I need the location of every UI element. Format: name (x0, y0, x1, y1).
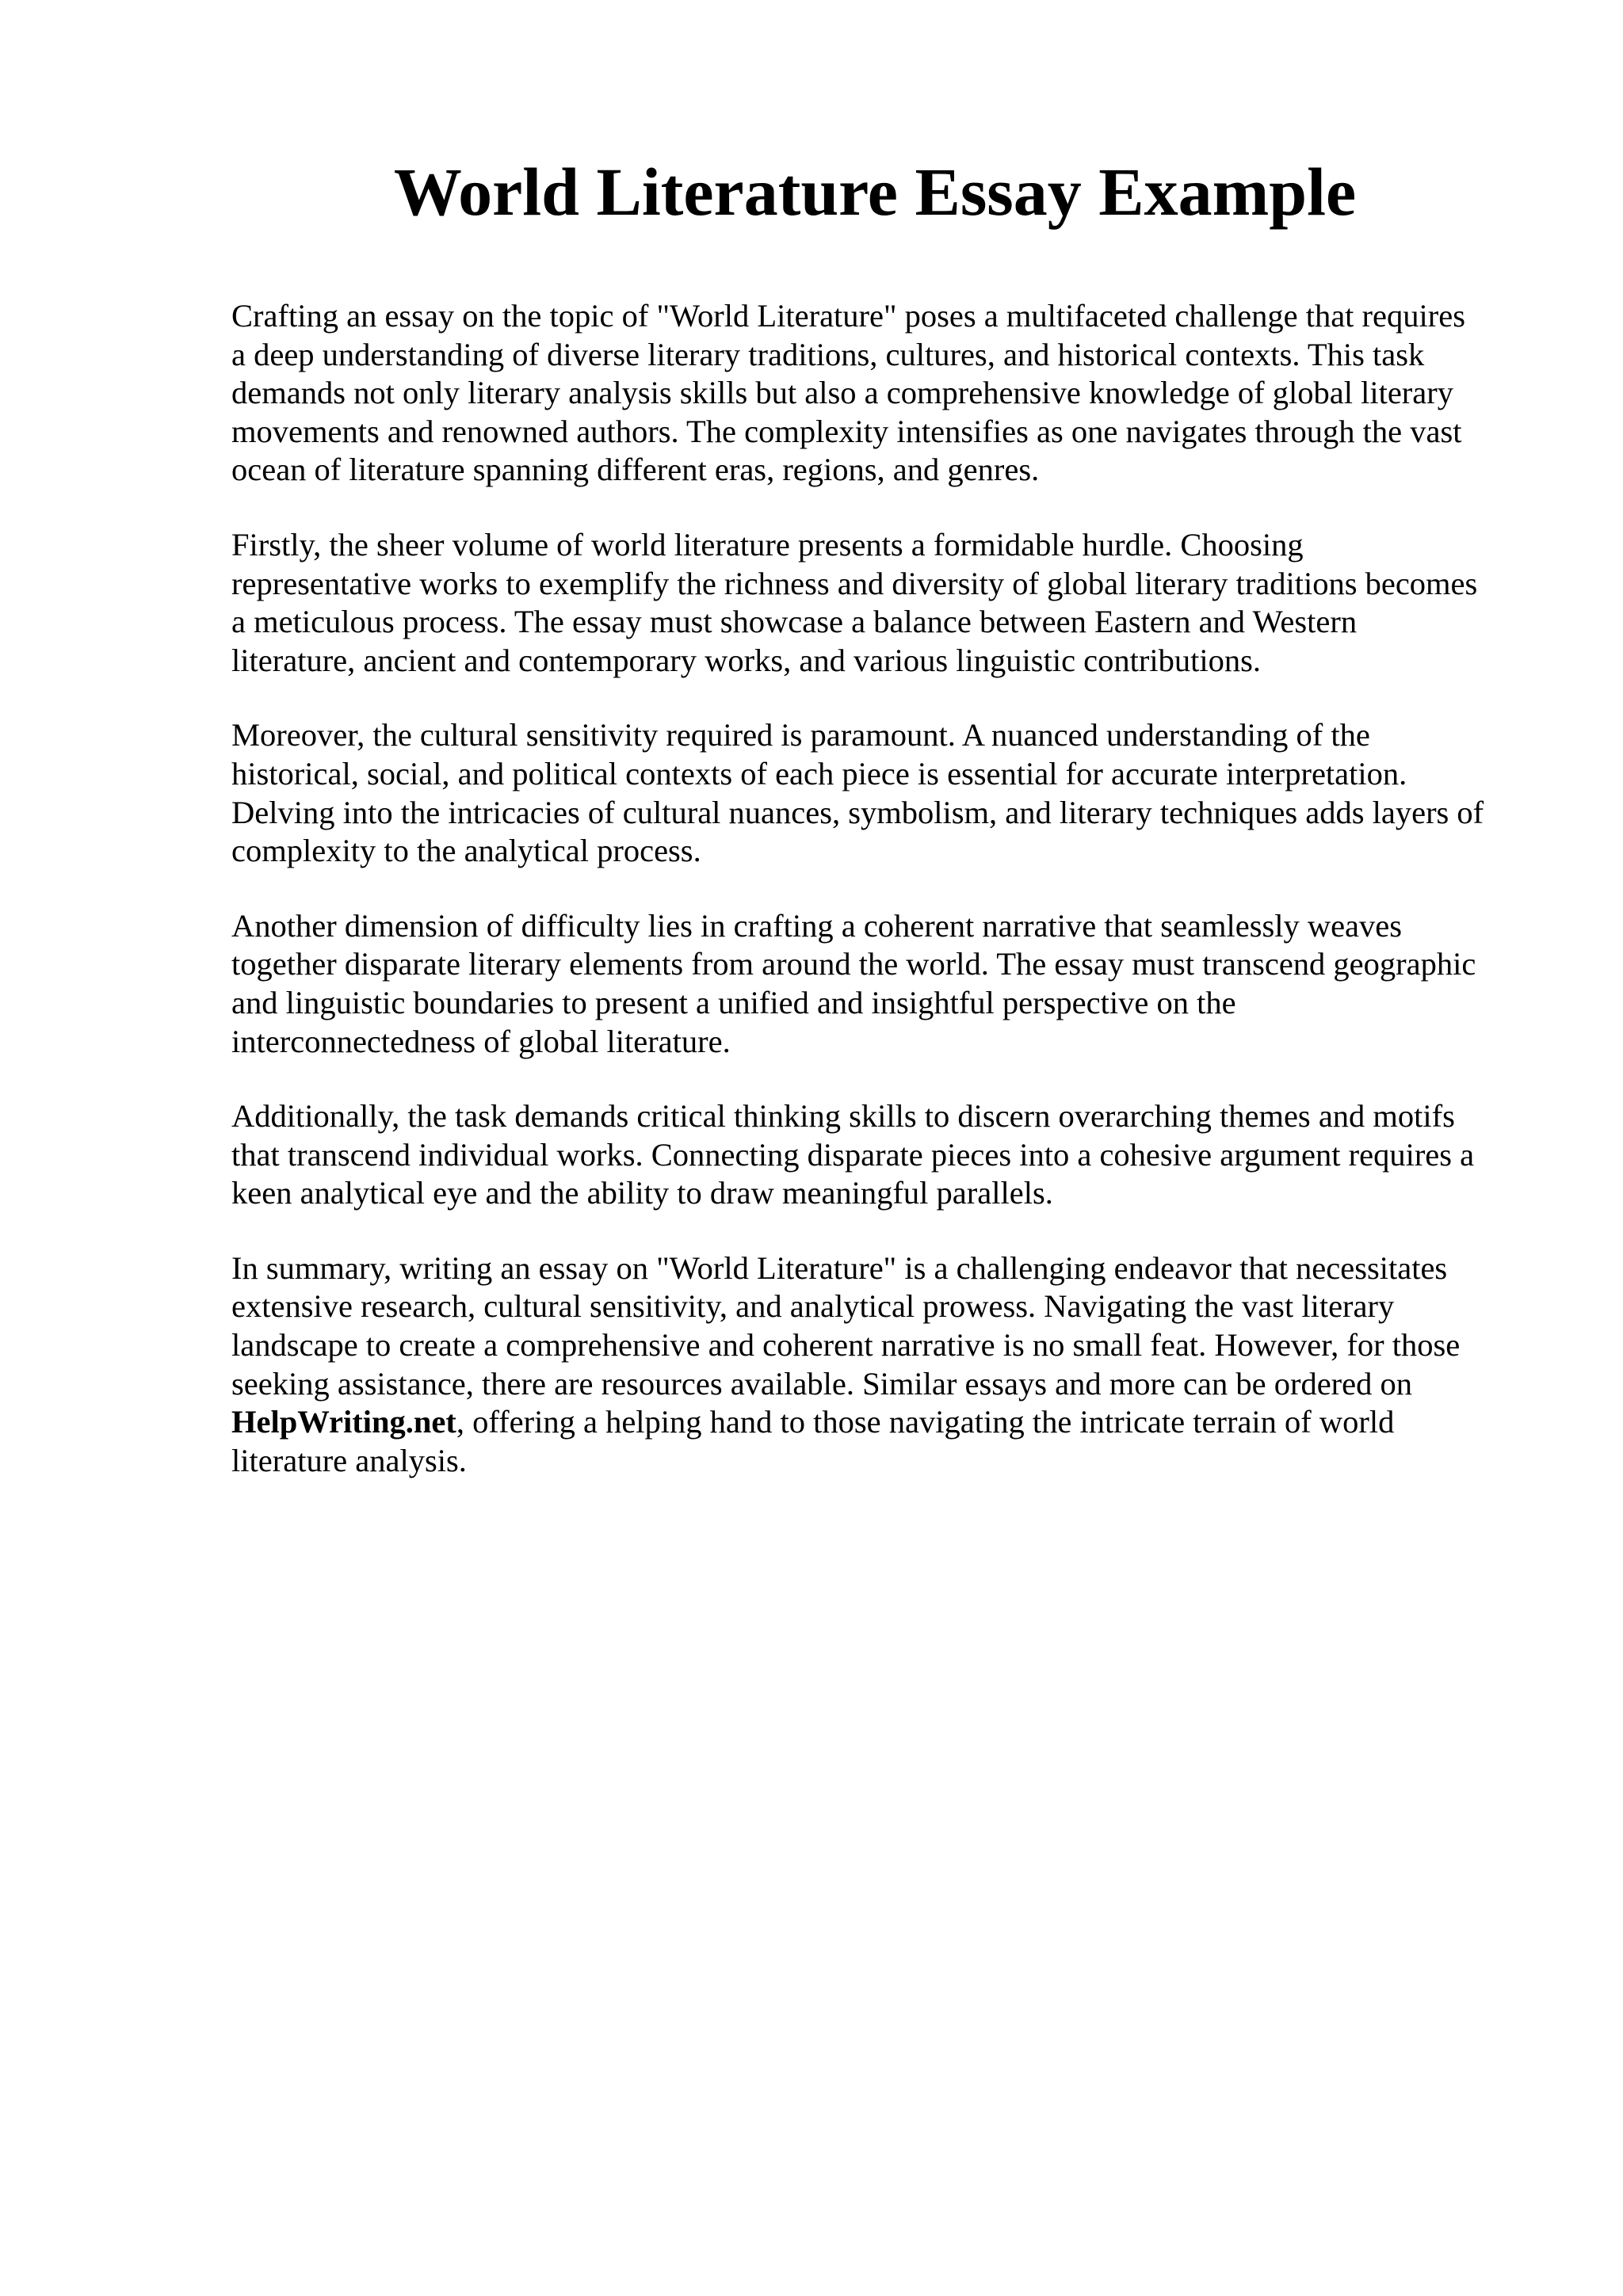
paragraph-line: ocean of literature spanning different eras, regions, and genres. (231, 452, 1040, 488)
paragraph-line: Crafting an essay on the topic of "World Literature" poses a multifaceted challenge that requires (231, 298, 1465, 334)
paragraph-line: keen analytical eye and the ability to draw meaningful parallels. (231, 1175, 1053, 1211)
paragraph-line: literature analysis. (231, 1442, 467, 1478)
paragraph-line: representative works to exemplify the richness and diversity of global literary traditions becomes (231, 565, 1478, 601)
paragraph-line: movements and renowned authors. The complexity intensifies as one navigates through the vast (231, 413, 1462, 449)
paragraph-line: Moreover, the cultural sensitivity required is paramount. A nuanced understanding of the (231, 717, 1370, 753)
paragraph-5 (231, 1097, 1531, 1213)
paragraph-line: extensive research, cultural sensitivity, and analytical prowess. Navigating the vast literary (231, 1288, 1395, 1325)
paragraph-line: and linguistic boundaries to present a unified and insightful perspective on the (231, 984, 1236, 1020)
paragraph-1 (231, 297, 1531, 490)
helpwriting-link[interactable]: HelpWriting.net (231, 1404, 456, 1440)
paragraph-4 (231, 907, 1531, 1061)
paragraph-line: Additionally, the task demands critical thinking skills to discern overarching themes and motifs (231, 1098, 1455, 1135)
paragraph-line: Firstly, the sheer volume of world literature presents a formidable hurdle. Choosing (231, 526, 1304, 563)
essay-body (231, 297, 1531, 1516)
paragraph-line: a deep understanding of diverse literary traditions, cultures, and historical contexts. This task (231, 336, 1425, 372)
essay-title: World Literature Essay Example (393, 154, 1357, 230)
paragraph-2 (231, 526, 1531, 680)
paragraph-line: a meticulous process. The essay must showcase a balance between Eastern and Western (231, 604, 1358, 640)
paragraph-6 (231, 1249, 1531, 1481)
paragraph-line: that transcend individual works. Connecting disparate pieces into a cohesive argument requires a (231, 1136, 1475, 1173)
paragraph-line: interconnectedness of global literature. (231, 1023, 731, 1059)
paragraph-line: Another dimension of difficulty lies in crafting a coherent narrative that seamlessly weaves (231, 907, 1403, 944)
paragraph-line: together disparate literary elements from around the world. The essay must transcend geographic (231, 946, 1476, 982)
paragraph-line: seeking assistance, there are resources available. Similar essays and more can be ordered on (231, 1365, 1413, 1402)
paragraph-3 (231, 716, 1531, 870)
paragraph-line: Delving into the intricacies of cultural nuances, symbolism, and literary techniques adds layers of (231, 794, 1484, 830)
paragraph-line: In summary, writing an essay on "World Literature" is a challenging endeavor that necessitates (231, 1249, 1448, 1286)
paragraph-line-with-link (231, 1403, 1531, 1442)
paragraph-line: demands not only literary analysis skills but also a comprehensive knowledge of global literary (231, 375, 1454, 411)
paragraph-line: complexity to the analytical process. (231, 833, 701, 869)
paragraph-line: landscape to create a comprehensive and coherent narrative is no small feat. However, for those (231, 1327, 1461, 1363)
paragraph-line: historical, social, and political contexts of each piece is essential for accurate interpretation. (231, 755, 1407, 791)
paragraph-text: , offering a helping hand to those navigating the intricate terrain of world (456, 1404, 1395, 1440)
paragraph-line: literature, ancient and contemporary works, and various linguistic contributions. (231, 642, 1262, 678)
